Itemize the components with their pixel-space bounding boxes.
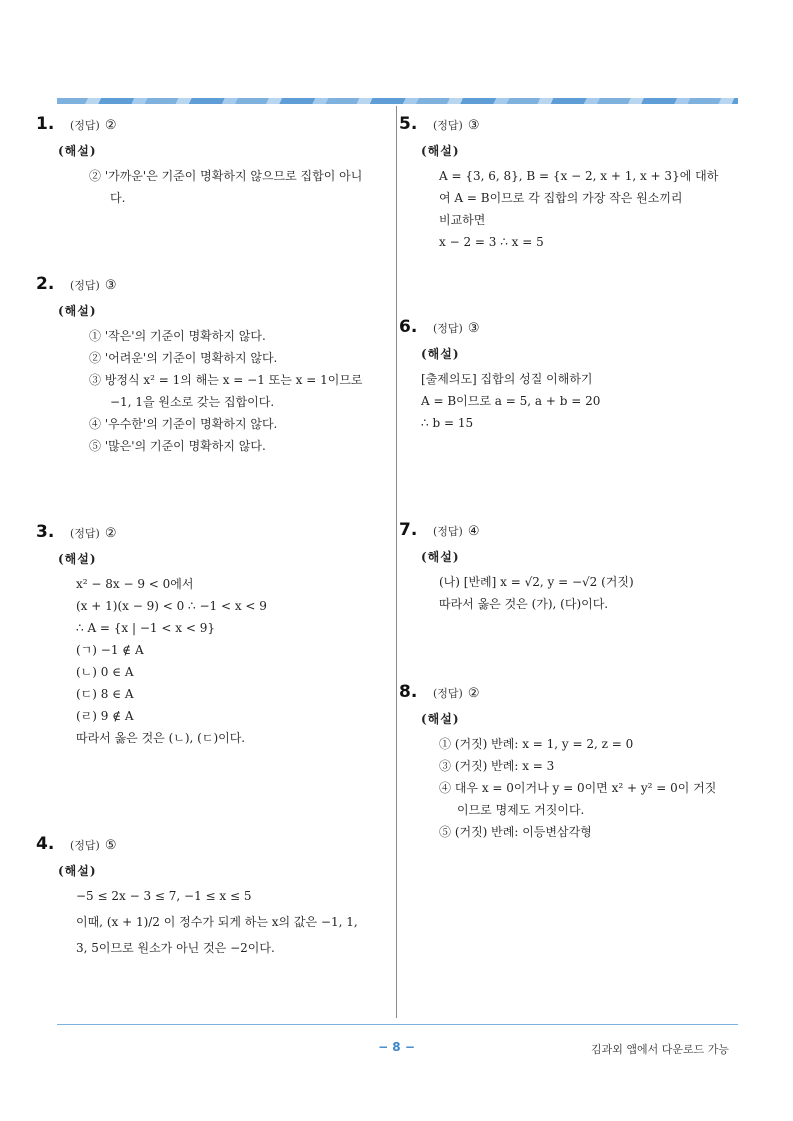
question-number: 7.: [399, 520, 418, 540]
explanation-line: 이때, (x + 1)/2 이 정수가 되게 하는 x의 값은 −1, 1,: [76, 915, 358, 929]
question-number: 8.: [399, 682, 418, 702]
explanation-line: ① '작은'의 기준이 명확하지 않다.: [89, 329, 266, 343]
explanation-line: A = B이므로 a = 5, a + b = 20: [421, 394, 601, 408]
explanation-line: (나) [반례] x = √2, y = −√2 (거짓): [439, 575, 634, 589]
explanation-line: 3, 5이므로 원소가 아닌 것은 −2이다.: [76, 941, 275, 955]
answer-value: ③: [467, 118, 480, 133]
answer-label: (정답): [70, 119, 100, 132]
answer-value: ⑤: [104, 838, 117, 853]
answer-value: ②: [104, 118, 117, 133]
explanation-line: (x + 1)(x − 9) < 0 ∴ −1 < x < 9: [76, 599, 267, 613]
answer-label: (정답): [433, 525, 463, 538]
question-3: [36, 522, 386, 749]
answer-value: ④: [467, 524, 480, 539]
explanation-label: (해설): [421, 712, 460, 726]
explanation-line: ∴ b = 15: [421, 416, 474, 430]
explanation-line: (ㄴ) 0 ∈ A: [76, 665, 134, 679]
question-number: 4.: [36, 834, 55, 854]
explanation-body: [76, 165, 386, 209]
explanation-label: (해설): [58, 304, 97, 318]
question-number: 6.: [399, 317, 418, 337]
answer-label: (정답): [70, 527, 100, 540]
explanation-label: (해설): [421, 347, 460, 361]
explanation-label: (해설): [421, 550, 460, 564]
answer-value: ③: [104, 278, 117, 293]
page-number: − 8 −: [378, 1040, 415, 1054]
explanation-line: ⑤ (거짓) 반례: 이등변삼각형: [439, 825, 592, 839]
question-2: [36, 274, 386, 457]
explanation-body: [439, 733, 739, 843]
answer-label: (정답): [433, 687, 463, 700]
explanation-label: (해설): [58, 144, 97, 158]
explanation-line: ④ '우수한'의 기준이 명확하지 않다.: [89, 417, 278, 431]
explanation-line: 여 A = B이므로 각 집합의 가장 작은 원소끼리: [439, 191, 683, 205]
explanation-body: [421, 368, 739, 434]
answer-label: (정답): [433, 322, 463, 335]
question-4: [36, 834, 386, 959]
explanation-line: 이므로 명제도 거짓이다.: [457, 803, 585, 817]
explanation-line: 따라서 옳은 것은 (가), (다)이다.: [439, 597, 609, 611]
explanation-line: ∴ A = {x | −1 < x < 9}: [76, 621, 215, 635]
question-number: 3.: [36, 522, 55, 542]
footer-note: 김과외 앱에서 다운로드 가능: [590, 1043, 729, 1056]
explanation-line: −5 ≤ 2x − 3 ≤ 7, −1 ≤ x ≤ 5: [76, 889, 252, 903]
explanation-line: ① (거짓) 반례: x = 1, y = 2, z = 0: [439, 737, 634, 751]
explanation-line: ② '가까운'은 기준이 명확하지 않으므로 집합이 아니: [89, 169, 363, 183]
explanation-body: [439, 571, 739, 615]
explanation-line: ③ 방정식 x² = 1의 해는 x = −1 또는 x = 1이므로: [89, 373, 363, 387]
explanation-line: ④ 대우 x = 0이거나 y = 0이면 x² + y² = 0이 거짓: [439, 781, 717, 795]
footer-divider: [57, 1024, 738, 1025]
explanation-line: x² − 8x − 9 < 0에서: [76, 577, 194, 591]
explanation-line: (ㄱ) −1 ∉ A: [76, 643, 144, 657]
explanation-line: (ㄷ) 8 ∈ A: [76, 687, 134, 701]
question-8: [399, 682, 739, 843]
explanation-line: 따라서 옳은 것은 (ㄴ), (ㄷ)이다.: [76, 731, 246, 745]
explanation-line: ② '어려운'의 기준이 명확하지 않다.: [89, 351, 278, 365]
explanation-label: (해설): [58, 864, 97, 878]
answer-value: ③: [467, 321, 480, 336]
explanation-line: −1, 1을 원소로 갖는 집합이다.: [110, 395, 275, 409]
explanation-line: [출제의도] 집합의 성질 이해하기: [421, 372, 593, 386]
explanation-label: (해설): [58, 552, 97, 566]
explanation-body: [76, 325, 386, 457]
answer-value: ②: [104, 526, 117, 541]
question-number: 5.: [399, 114, 418, 134]
explanation-line: 다.: [110, 191, 126, 205]
explanation-line: A = {3, 6, 8}, B = {x − 2, x + 1, x + 3}에 대하: [439, 169, 719, 183]
answer-value: ②: [467, 686, 480, 701]
explanation-line: 비교하면: [439, 213, 486, 227]
explanation-body: [76, 573, 386, 749]
explanation-label: (해설): [421, 144, 460, 158]
answer-label: (정답): [70, 839, 100, 852]
explanation-line: (ㄹ) 9 ∉ A: [76, 709, 134, 723]
question-number: 1.: [36, 114, 55, 134]
answer-label: (정답): [70, 279, 100, 292]
column-divider: [396, 106, 397, 1018]
explanation-line: ③ (거짓) 반례: x = 3: [439, 759, 555, 773]
question-6: [399, 317, 739, 434]
question-1: [36, 114, 386, 209]
answer-label: (정답): [433, 119, 463, 132]
question-number: 2.: [36, 274, 55, 294]
explanation-line: ⑤ '많은'의 기준이 명확하지 않다.: [89, 439, 266, 453]
explanation-body: [439, 165, 739, 253]
explanation-line: x − 2 = 3 ∴ x = 5: [439, 235, 544, 249]
top-decorative-bar: [57, 98, 738, 104]
explanation-body: [76, 885, 386, 959]
question-7: [399, 520, 739, 615]
question-5: [399, 114, 739, 253]
